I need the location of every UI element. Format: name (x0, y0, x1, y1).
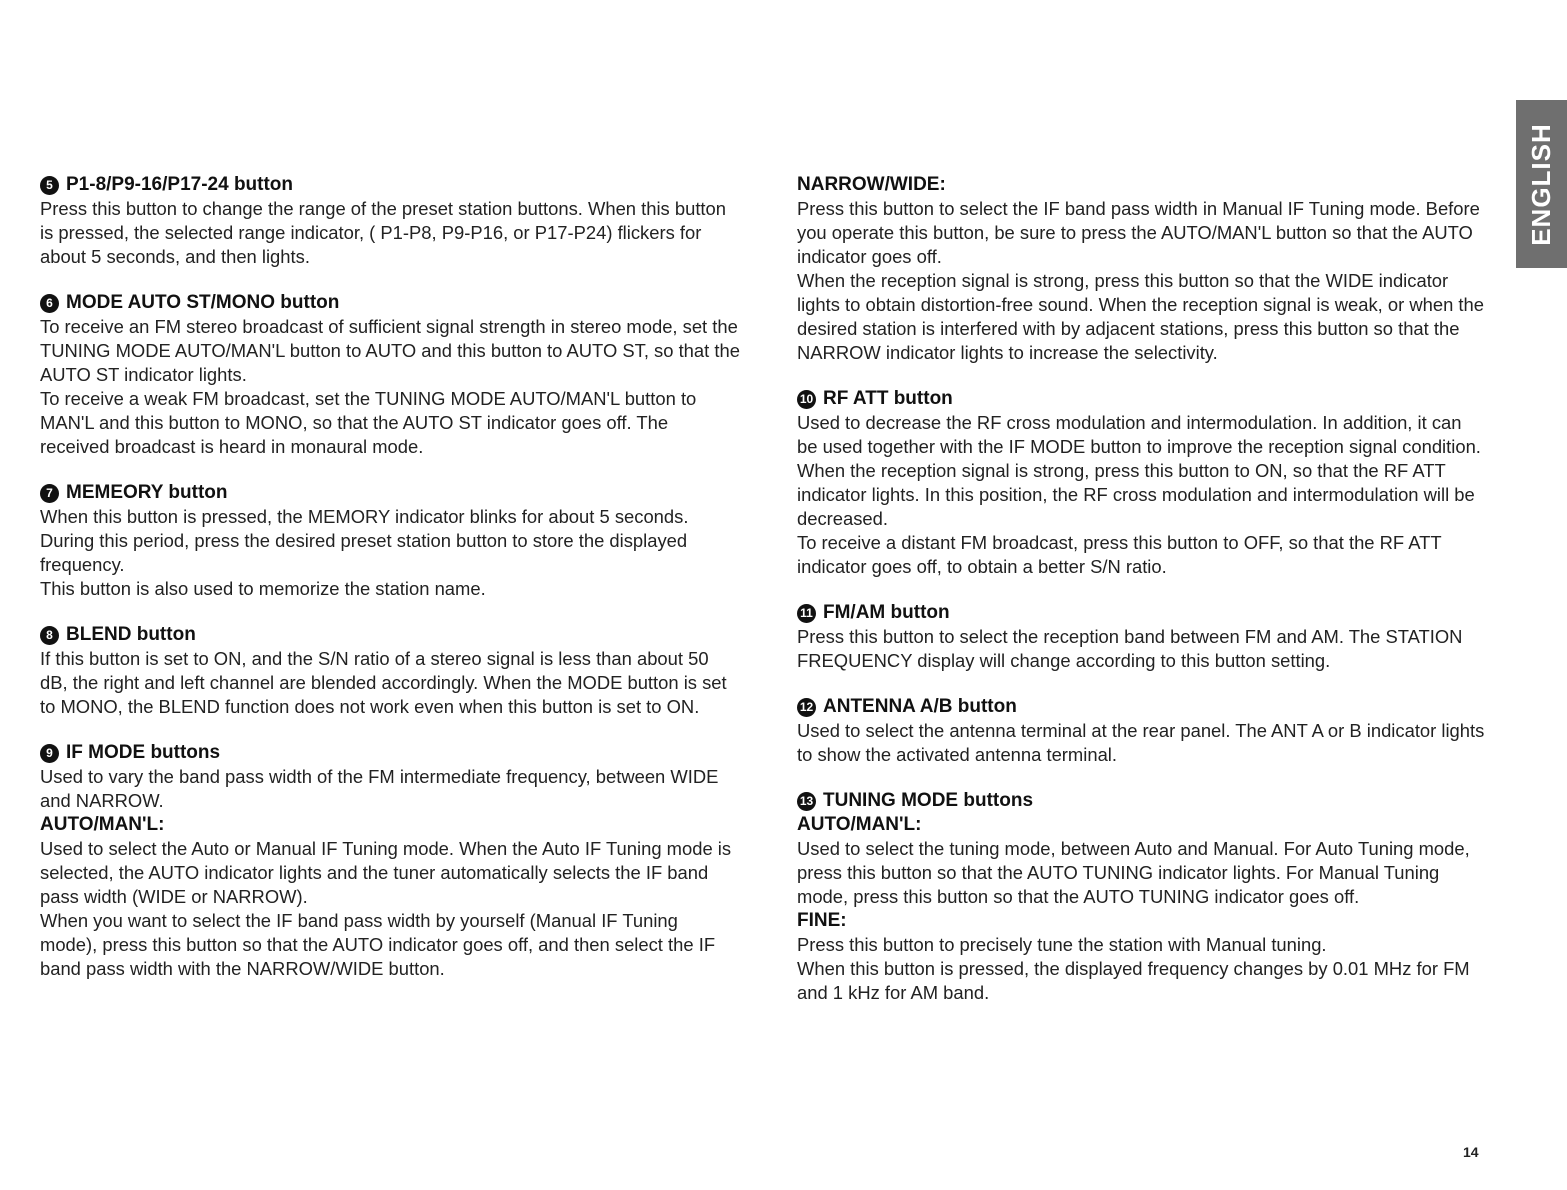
paragraph: Press this button to select the reception band between FM and AM. The STATION FREQUENCY display will change according to this button setting. (797, 626, 1463, 671)
paragraph: When the reception signal is strong, press this button so that the WIDE indicator lights to obtain distortion-free sound. When the reception signal is weak, or when the desired station is interfered with by adjacent stations, press this button so that the NARROW indicator lights to increase the selectivity. (797, 270, 1484, 363)
section-narrow-wide (797, 173, 1487, 365)
section-title: P1-8/P9-16/P17-24 button (66, 174, 294, 195)
number-badge-icon: 10 (797, 390, 816, 409)
number-badge-icon: 9 (40, 744, 59, 763)
section-heading (797, 387, 1487, 411)
paragraph: Press this button to precisely tune the station with Manual tuning. (797, 934, 1327, 955)
paragraph: If this button is set to ON, and the S/N ratio of a stereo signal is less than about 50 dB, the right and left channel are blended accordingly. When the MODE button is set to MONO, the BLEND function does not work even when this button is set to ON. (40, 648, 727, 717)
number-badge-icon: 13 (797, 792, 816, 811)
section-mode-auto-st-mono (40, 291, 740, 459)
section-title: MODE AUTO ST/MONO button (66, 292, 340, 313)
section-title: TUNING MODE buttons (823, 790, 1034, 811)
left-column (40, 173, 740, 1003)
number-badge-icon: 7 (40, 484, 59, 503)
section-antenna (797, 695, 1487, 767)
section-heading (40, 291, 740, 315)
paragraph: To receive an FM stereo broadcast of sufficient signal strength in stereo mode, set the TUNING MODE AUTO/MAN'L button to AUTO and this button to AUTO ST, so that the AUTO ST indicator lights. (40, 316, 740, 385)
language-tab-label: ENGLISH (1526, 122, 1557, 246)
number-badge-icon: 5 (40, 176, 59, 195)
section-rf-att (797, 387, 1487, 579)
section-title: IF MODE buttons (66, 742, 221, 763)
language-tab (1516, 100, 1567, 268)
paragraph: When this button is pressed, the displayed frequency changes by 0.01 MHz for FM and 1 kHz for AM band. (797, 958, 1470, 1003)
section-heading (40, 481, 740, 505)
number-badge-icon: 6 (40, 294, 59, 313)
section-blend (40, 623, 740, 719)
subheading: AUTO/MAN'L: (797, 814, 922, 835)
section-tuning-mode (797, 789, 1487, 1005)
page-number: 14 (1463, 1144, 1479, 1160)
paragraph: Press this button to select the IF band pass width in Manual IF Tuning mode. Before you operate this button, be sure to press the AUTO/MAN'L button so that the AUTO indicator goes off. (797, 198, 1480, 267)
paragraph: Used to select the Auto or Manual IF Tuning mode. When the Auto IF Tuning mode is selected, the AUTO indicator lights and the tuner automatically selects the IF band pass width (WIDE or NARROW). (40, 838, 732, 907)
subheading: AUTO/MAN'L: (40, 814, 165, 835)
section-fm-am (797, 601, 1487, 673)
section-title: ANTENNA A/B button (823, 696, 1017, 717)
section-heading (40, 173, 740, 197)
paragraph: Used to vary the band pass width of the FM intermediate frequency, between WIDE and NARROW. (40, 766, 719, 811)
paragraph: To receive a weak FM broadcast, set the TUNING MODE AUTO/MAN'L button to MAN'L and this button to MONO, so that the AUTO ST indicator goes off. The received broadcast is heard in monaural mode. (40, 388, 697, 457)
number-badge-icon: 8 (40, 626, 59, 645)
paragraph: To receive a distant FM broadcast, press this button to OFF, so that the RF ATT indicator goes off, to obtain a better S/N ratio. (797, 532, 1442, 577)
section-title: BLEND button (66, 624, 196, 645)
section-if-mode (40, 741, 740, 981)
section-title: MEMEORY button (66, 482, 228, 503)
section-title: FM/AM button (823, 602, 950, 623)
subheading: FINE: (797, 910, 847, 931)
section-title: RF ATT button (823, 388, 953, 409)
section-title: NARROW/WIDE: (797, 174, 946, 195)
right-column (797, 173, 1487, 1027)
section-heading (40, 741, 740, 765)
paragraph: Used to select the tuning mode, between Auto and Manual. For Auto Tuning mode, press this button so that the AUTO TUNING indicator lights. For Manual Tuning mode, press this button so that the AUTO TUNING indicator goes off. (797, 838, 1470, 907)
paragraph: When you want to select the IF band pass width by yourself (Manual IF Tuning mode), press this button so that the AUTO indicator goes off, and then select the IF band pass width with the NARROW/WIDE button. (40, 910, 716, 979)
paragraph: Used to decrease the RF cross modulation and intermodulation. In addition, it can be used together with the IF MODE button to improve the reception signal condition. (797, 412, 1481, 457)
paragraph: Used to select the antenna terminal at the rear panel. The ANT A or B indicator lights to show the activated antenna terminal. (797, 720, 1485, 765)
paragraph: This button is also used to memorize the station name. (40, 578, 486, 599)
paragraph: When the reception signal is strong, press this button to ON, so that the RF ATT indicator lights. In this position, the RF cross modulation and intermodulation will be decreased. (797, 460, 1475, 529)
section-heading (797, 601, 1487, 625)
number-badge-icon: 11 (797, 604, 816, 623)
section-heading (797, 789, 1487, 813)
number-badge-icon: 12 (797, 698, 816, 717)
section-memory (40, 481, 740, 601)
paragraph: When this button is pressed, the MEMORY indicator blinks for about 5 seconds. During this period, press the desired preset station button to store the displayed frequency. (40, 506, 689, 575)
section-heading (40, 623, 740, 647)
paragraph: Press this button to change the range of the preset station buttons. When this button is pressed, the selected range indicator, ( P1-P8, P9-P16, or P17-P24) flickers for about 5 seconds, and then lights. (40, 198, 726, 267)
section-preset-range (40, 173, 740, 269)
section-heading (797, 695, 1487, 719)
